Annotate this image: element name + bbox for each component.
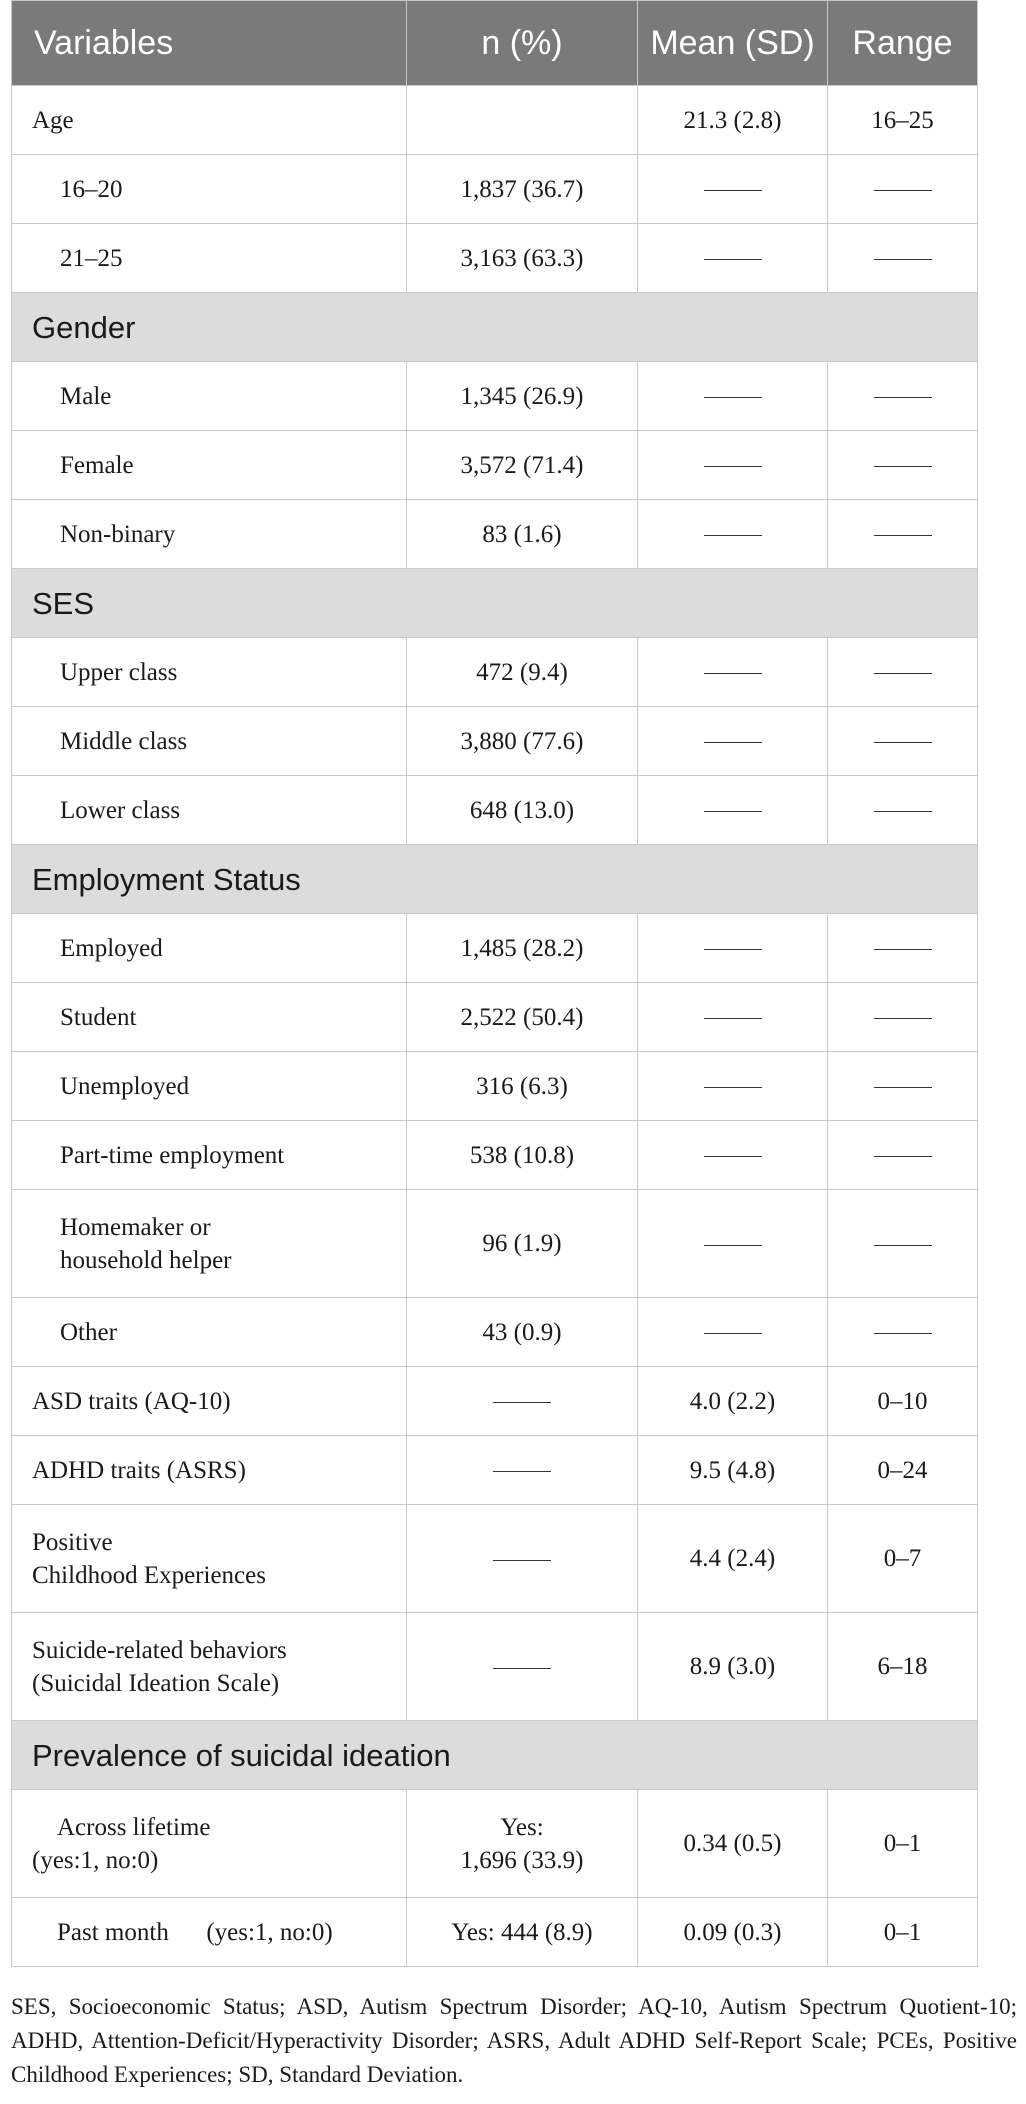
range-cell: 16–25 (828, 86, 978, 155)
variable-label: Male (12, 362, 407, 431)
em-dash-mark (874, 1245, 932, 1246)
n-percent-cell: 43 (0.9) (407, 1298, 638, 1367)
variable-label: Middle class (12, 707, 407, 776)
mean-sd-cell: 8.9 (3.0) (638, 1613, 828, 1721)
mean-sd-cell: 9.5 (4.8) (638, 1436, 828, 1505)
mean-sd-cell: 21.3 (2.8) (638, 86, 828, 155)
variable-label: Upper class (12, 638, 407, 707)
table-row (12, 1790, 978, 1898)
table-header (12, 1, 978, 86)
em-dash-mark (704, 1333, 762, 1334)
em-dash-mark (704, 742, 762, 743)
table-row (12, 1052, 978, 1121)
variable-label: Other (12, 1298, 407, 1367)
em-dash-mark (493, 1471, 551, 1472)
n-percent-cell: 3,163 (63.3) (407, 224, 638, 293)
range-cell (828, 500, 978, 569)
variable-label: ADHD traits (ASRS) (12, 1436, 407, 1505)
em-dash-mark (874, 811, 932, 812)
mean-sd-cell (638, 638, 828, 707)
table-row (12, 1367, 978, 1436)
range-cell (828, 983, 978, 1052)
header-row (12, 1, 978, 86)
table-row (12, 362, 978, 431)
section-label: Gender (12, 293, 978, 362)
table-row (12, 1613, 978, 1721)
em-dash-mark (704, 535, 762, 536)
em-dash-mark (874, 466, 932, 467)
table-row (12, 1121, 978, 1190)
demographics-table (11, 0, 978, 1967)
variable-label: 16–20 (12, 155, 407, 224)
table-row (12, 1898, 978, 1967)
em-dash-mark (874, 1156, 932, 1157)
n-percent-cell: Yes: 444 (8.9) (407, 1898, 638, 1967)
n-percent-cell: 1,837 (36.7) (407, 155, 638, 224)
variable-label: Positive Childhood Experiences (12, 1505, 407, 1613)
em-dash-mark (704, 190, 762, 191)
mean-sd-cell: 4.4 (2.4) (638, 1505, 828, 1613)
range-cell (828, 914, 978, 983)
n-percent-cell (407, 1613, 638, 1721)
mean-sd-cell (638, 776, 828, 845)
mean-sd-cell (638, 914, 828, 983)
em-dash-mark (874, 673, 932, 674)
section-header-row (12, 293, 978, 362)
table-row (12, 500, 978, 569)
range-cell (828, 224, 978, 293)
mean-sd-cell (638, 431, 828, 500)
section-label: Employment Status (12, 845, 978, 914)
mean-sd-cell (638, 155, 828, 224)
em-dash-mark (704, 811, 762, 812)
range-cell (828, 1298, 978, 1367)
em-dash-mark (704, 397, 762, 398)
variable-label: Unemployed (12, 1052, 407, 1121)
header-mean-sd: Mean (SD) (638, 1, 828, 86)
variable-label: Employed (12, 914, 407, 983)
range-cell (828, 362, 978, 431)
table-row (12, 155, 978, 224)
n-percent-cell: Yes: 1,696 (33.9) (407, 1790, 638, 1898)
table-row (12, 1505, 978, 1613)
section-header-row (12, 845, 978, 914)
range-cell (828, 1190, 978, 1298)
n-percent-cell: 1,345 (26.9) (407, 362, 638, 431)
variable-label: Suicide-related behaviors (Suicidal Ideation Scale) (12, 1613, 407, 1721)
mean-sd-cell: 0.09 (0.3) (638, 1898, 828, 1967)
variable-label: Female (12, 431, 407, 500)
range-cell (828, 1121, 978, 1190)
em-dash-mark (493, 1402, 551, 1403)
variable-label: Part-time employment (12, 1121, 407, 1190)
variable-label: 21–25 (12, 224, 407, 293)
em-dash-mark (874, 1087, 932, 1088)
em-dash-mark (874, 949, 932, 950)
mean-sd-cell: 4.0 (2.2) (638, 1367, 828, 1436)
n-percent-cell (407, 1436, 638, 1505)
table-row (12, 914, 978, 983)
header-range: Range (828, 1, 978, 86)
range-cell (828, 638, 978, 707)
table-row (12, 1298, 978, 1367)
table-row (12, 431, 978, 500)
mean-sd-cell (638, 1190, 828, 1298)
n-percent-cell: 316 (6.3) (407, 1052, 638, 1121)
n-percent-cell: 3,880 (77.6) (407, 707, 638, 776)
em-dash-mark (704, 1018, 762, 1019)
n-percent-cell: 472 (9.4) (407, 638, 638, 707)
table-row (12, 1436, 978, 1505)
table-row (12, 224, 978, 293)
n-percent-cell (407, 1505, 638, 1613)
section-header-row (12, 569, 978, 638)
em-dash-mark (874, 535, 932, 536)
section-header-row (12, 1721, 978, 1790)
mean-sd-cell (638, 1298, 828, 1367)
em-dash-mark (874, 1018, 932, 1019)
em-dash-mark (704, 1156, 762, 1157)
mean-sd-cell (638, 500, 828, 569)
table-row (12, 707, 978, 776)
range-cell (828, 707, 978, 776)
range-cell: 0–1 (828, 1898, 978, 1967)
em-dash-mark (874, 397, 932, 398)
table-row (12, 86, 978, 155)
table-row (12, 1190, 978, 1298)
section-label: SES (12, 569, 978, 638)
n-percent-cell: 538 (10.8) (407, 1121, 638, 1190)
em-dash-mark (874, 742, 932, 743)
variable-label: Homemaker or household helper (12, 1190, 407, 1298)
em-dash-mark (493, 1560, 551, 1561)
variable-label: ASD traits (AQ-10) (12, 1367, 407, 1436)
mean-sd-cell (638, 1121, 828, 1190)
range-cell (828, 1052, 978, 1121)
mean-sd-cell (638, 707, 828, 776)
variable-label: Non-binary (12, 500, 407, 569)
n-percent-cell (407, 1367, 638, 1436)
em-dash-mark (704, 673, 762, 674)
em-dash-mark (704, 1245, 762, 1246)
em-dash-mark (704, 949, 762, 950)
n-percent-cell: 1,485 (28.2) (407, 914, 638, 983)
table-footnote: SES, Socioeconomic Status; ASD, Autism Spectrum Disorder; AQ-10, Autism Spectrum Quotient-10; ADHD, Attention-Deficit/Hyperactivity Disorder; ASRS, Adult ADHD Self-Report Scale; PCEs, Positive Childhood Experiences; SD, Standard Deviation. (11, 1994, 1017, 2087)
n-percent-cell: 648 (13.0) (407, 776, 638, 845)
em-dash-mark (704, 466, 762, 467)
table-body (12, 86, 978, 1967)
em-dash-mark (874, 190, 932, 191)
range-cell: 0–1 (828, 1790, 978, 1898)
mean-sd-cell (638, 224, 828, 293)
mean-sd-cell (638, 983, 828, 1052)
table-row (12, 638, 978, 707)
range-cell (828, 431, 978, 500)
mean-sd-cell: 0.34 (0.5) (638, 1790, 828, 1898)
range-cell: 6–18 (828, 1613, 978, 1721)
n-percent-cell: 96 (1.9) (407, 1190, 638, 1298)
em-dash-mark (874, 1333, 932, 1334)
table-row (12, 776, 978, 845)
section-label: Prevalence of suicidal ideation (12, 1721, 978, 1790)
header-variables: Variables (12, 1, 407, 86)
n-percent-cell: 83 (1.6) (407, 500, 638, 569)
variable-label: Lower class (12, 776, 407, 845)
n-percent-cell (407, 86, 638, 155)
table-row (12, 983, 978, 1052)
n-percent-cell: 2,522 (50.4) (407, 983, 638, 1052)
range-cell (828, 155, 978, 224)
variable-label: Past month (yes:1, no:0) (12, 1898, 407, 1967)
variable-label: Across lifetime (yes:1, no:0) (12, 1790, 407, 1898)
range-cell (828, 776, 978, 845)
variable-label: Student (12, 983, 407, 1052)
em-dash-mark (704, 259, 762, 260)
variable-label: Age (12, 86, 407, 155)
em-dash-mark (493, 1668, 551, 1669)
range-cell: 0–10 (828, 1367, 978, 1436)
table-container (11, 0, 977, 1967)
range-cell: 0–24 (828, 1436, 978, 1505)
header-n-percent: n (%) (407, 1, 638, 86)
mean-sd-cell (638, 1052, 828, 1121)
em-dash-mark (704, 1087, 762, 1088)
range-cell: 0–7 (828, 1505, 978, 1613)
n-percent-cell: 3,572 (71.4) (407, 431, 638, 500)
em-dash-mark (874, 259, 932, 260)
mean-sd-cell (638, 362, 828, 431)
